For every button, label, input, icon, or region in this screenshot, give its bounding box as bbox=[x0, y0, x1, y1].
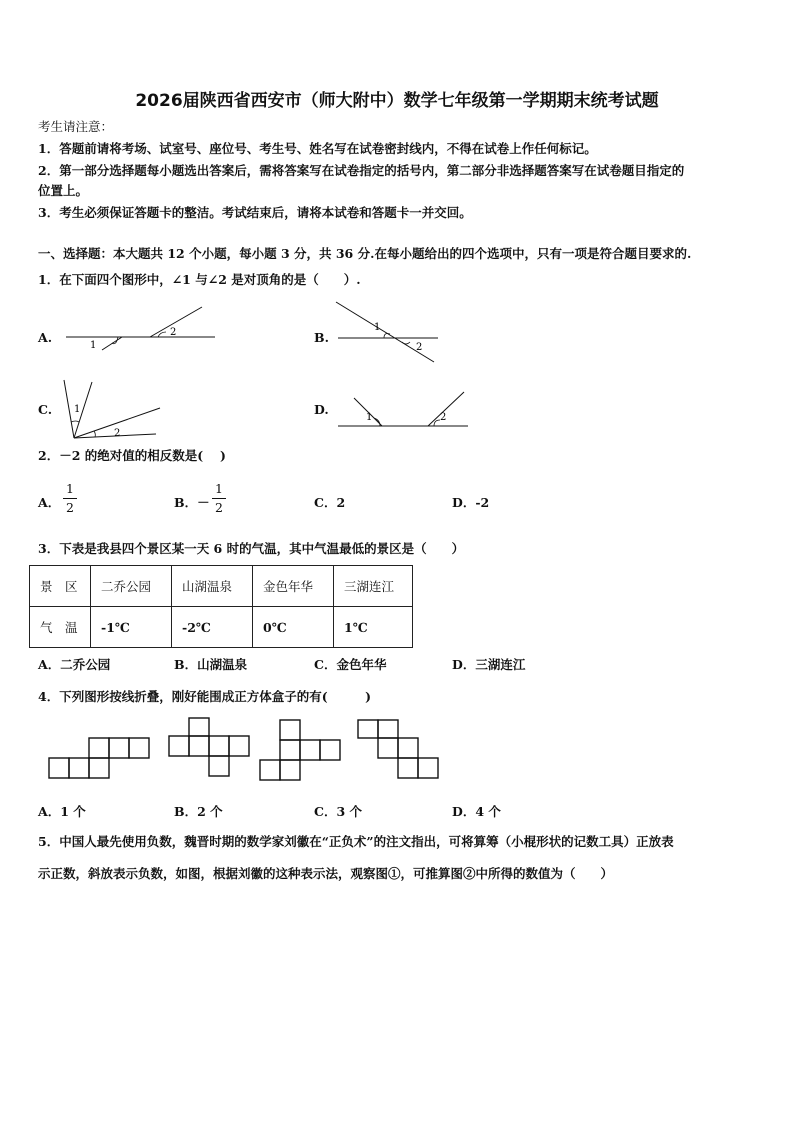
net-square bbox=[189, 718, 209, 736]
table-cell: 气 温 bbox=[30, 607, 91, 648]
q3-option-c[interactable]: C．金色年华 bbox=[314, 657, 387, 672]
table-header-cell: 三湖连江 bbox=[334, 566, 413, 607]
net-square bbox=[69, 758, 89, 778]
q1b-angle-1-label: 1 bbox=[374, 322, 381, 333]
q1-stem: 1．在下面四个图形中，∠1 与∠2 是对顶角的是（ ）. bbox=[38, 272, 361, 287]
q1-option-c[interactable]: C. bbox=[38, 402, 53, 417]
net-square bbox=[398, 758, 418, 778]
q2-a-denominator: 2 bbox=[66, 500, 74, 515]
q1-option-a[interactable]: A. bbox=[38, 330, 53, 345]
q1-figure-d bbox=[334, 386, 474, 432]
table-row bbox=[30, 607, 413, 648]
q5-stem-line-2: 示正数，斜放表示负数，如图，根据刘徽的这种表示法，观察图①，可推算图②中所得的数值为（ ） bbox=[38, 866, 614, 881]
q4-stem: 4．下列图形按线折叠，刚好能围成正方体盒子的有( ) bbox=[38, 689, 372, 704]
q2-option-a-fraction bbox=[63, 482, 77, 515]
q1-figure-c bbox=[58, 374, 168, 444]
q3-option-d[interactable]: D．三湖连江 bbox=[452, 657, 526, 672]
table-header-cell: 金色年华 bbox=[253, 566, 334, 607]
net-square bbox=[280, 740, 300, 760]
q1b-angle-2-label: 2 bbox=[416, 342, 423, 353]
q2-option-b-fraction bbox=[212, 482, 226, 515]
net-square bbox=[49, 758, 69, 778]
q3-option-a[interactable]: A．二乔公园 bbox=[38, 657, 111, 672]
q1c-angle-1-label: 1 bbox=[74, 404, 81, 415]
q2-stem: 2．－2 的绝对值的相反数是( ) bbox=[38, 448, 226, 463]
net-square bbox=[378, 720, 398, 738]
q4-option-c[interactable]: C．3 个 bbox=[314, 804, 362, 819]
net-square bbox=[300, 740, 320, 760]
q1c-angle-2-label: 2 bbox=[114, 428, 121, 439]
net-square bbox=[320, 740, 340, 760]
table-header-cell: 景 区 bbox=[30, 566, 91, 607]
notice-item-2-cont: 位置上。 bbox=[38, 183, 89, 198]
net-square bbox=[129, 738, 149, 758]
q2-option-c[interactable]: C．2 bbox=[314, 495, 346, 510]
net-square bbox=[89, 758, 109, 778]
q4-option-b[interactable]: B．2 个 bbox=[174, 804, 223, 819]
exam-title: 2026届陕西省西安市（师大附中）数学七年级第一学期期末统考试题 bbox=[135, 91, 659, 111]
q2-b-numerator: 1 bbox=[215, 481, 223, 496]
net-square bbox=[418, 758, 438, 778]
net-square bbox=[169, 736, 189, 756]
q1a-angle-1-label: 1 bbox=[90, 340, 97, 351]
net-square bbox=[229, 736, 249, 756]
net-square bbox=[280, 760, 300, 780]
table-row bbox=[30, 566, 413, 607]
q1a-angle-2-label: 2 bbox=[170, 327, 177, 338]
table-header-cell: 二乔公园 bbox=[91, 566, 172, 607]
net-square bbox=[209, 736, 229, 756]
notice-heading: 考生请注意： bbox=[38, 119, 114, 134]
q3-stem: 3．下表是我县四个景区某一天 6 时的气温，其中气温最低的景区是（ ） bbox=[38, 541, 465, 556]
q1d-angle-1-label: 1 bbox=[366, 412, 373, 423]
q4-option-d[interactable]: D．4 个 bbox=[452, 804, 501, 819]
table-cell: -1℃ bbox=[91, 607, 172, 648]
q2-option-d[interactable]: D．-2 bbox=[452, 495, 490, 510]
table-cell: -2℃ bbox=[172, 607, 253, 648]
table-cell: 1℃ bbox=[334, 607, 413, 648]
q1-option-b[interactable]: B. bbox=[314, 330, 329, 345]
notice-item-2: 2．第一部分选择题每小题选出答案后，需将答案写在试卷指定的括号内，第二部分非选择题答案写在试卷题目指定的 bbox=[38, 163, 685, 178]
q2-option-b-label[interactable]: B．－ bbox=[174, 495, 210, 510]
net-square bbox=[209, 756, 229, 776]
q1d-angle-2-label: 2 bbox=[440, 412, 447, 423]
net-square bbox=[260, 760, 280, 780]
net-square bbox=[109, 738, 129, 758]
q3-option-b[interactable]: B．山湖温泉 bbox=[174, 657, 248, 672]
net-square bbox=[89, 738, 109, 758]
q1-figure-b bbox=[334, 296, 444, 366]
net-square bbox=[189, 736, 209, 756]
notice-item-3: 3．考生必须保证答题卡的整洁。考试结束后，请将本试卷和答题卡一并交回。 bbox=[38, 205, 472, 220]
net-square bbox=[398, 738, 418, 758]
q2-option-a-label[interactable]: A． bbox=[38, 495, 61, 510]
net-square bbox=[358, 720, 378, 738]
table-header-cell: 山湖温泉 bbox=[172, 566, 253, 607]
q4-option-a[interactable]: A．1 个 bbox=[38, 804, 86, 819]
q4-cube-nets-figure bbox=[46, 716, 446, 782]
table-cell: 0℃ bbox=[253, 607, 334, 648]
q3-temperature-table bbox=[29, 565, 413, 648]
notice-item-1: 1．答题前请将考场、试室号、座位号、考生号、姓名写在试卷密封线内，不得在试卷上作任何标记。 bbox=[38, 141, 597, 156]
section-heading: 一、选择题：本大题共 12 个小题，每小题 3 分，共 36 分.在每小题给出的四个选项中，只有一项是符合题目要求的. bbox=[38, 246, 692, 261]
q5-stem-line-1: 5．中国人最先使用负数，魏晋时期的数学家刘徽在“正负术”的注文指出，可将算筹（小棍形状的记数工具）正放表 bbox=[38, 834, 674, 849]
q2-a-numerator: 1 bbox=[66, 481, 74, 496]
net-square bbox=[378, 738, 398, 758]
q1-option-d[interactable]: D. bbox=[314, 402, 329, 417]
q1-figure-a bbox=[60, 302, 220, 352]
q2-b-denominator: 2 bbox=[215, 500, 223, 515]
net-square bbox=[280, 720, 300, 740]
